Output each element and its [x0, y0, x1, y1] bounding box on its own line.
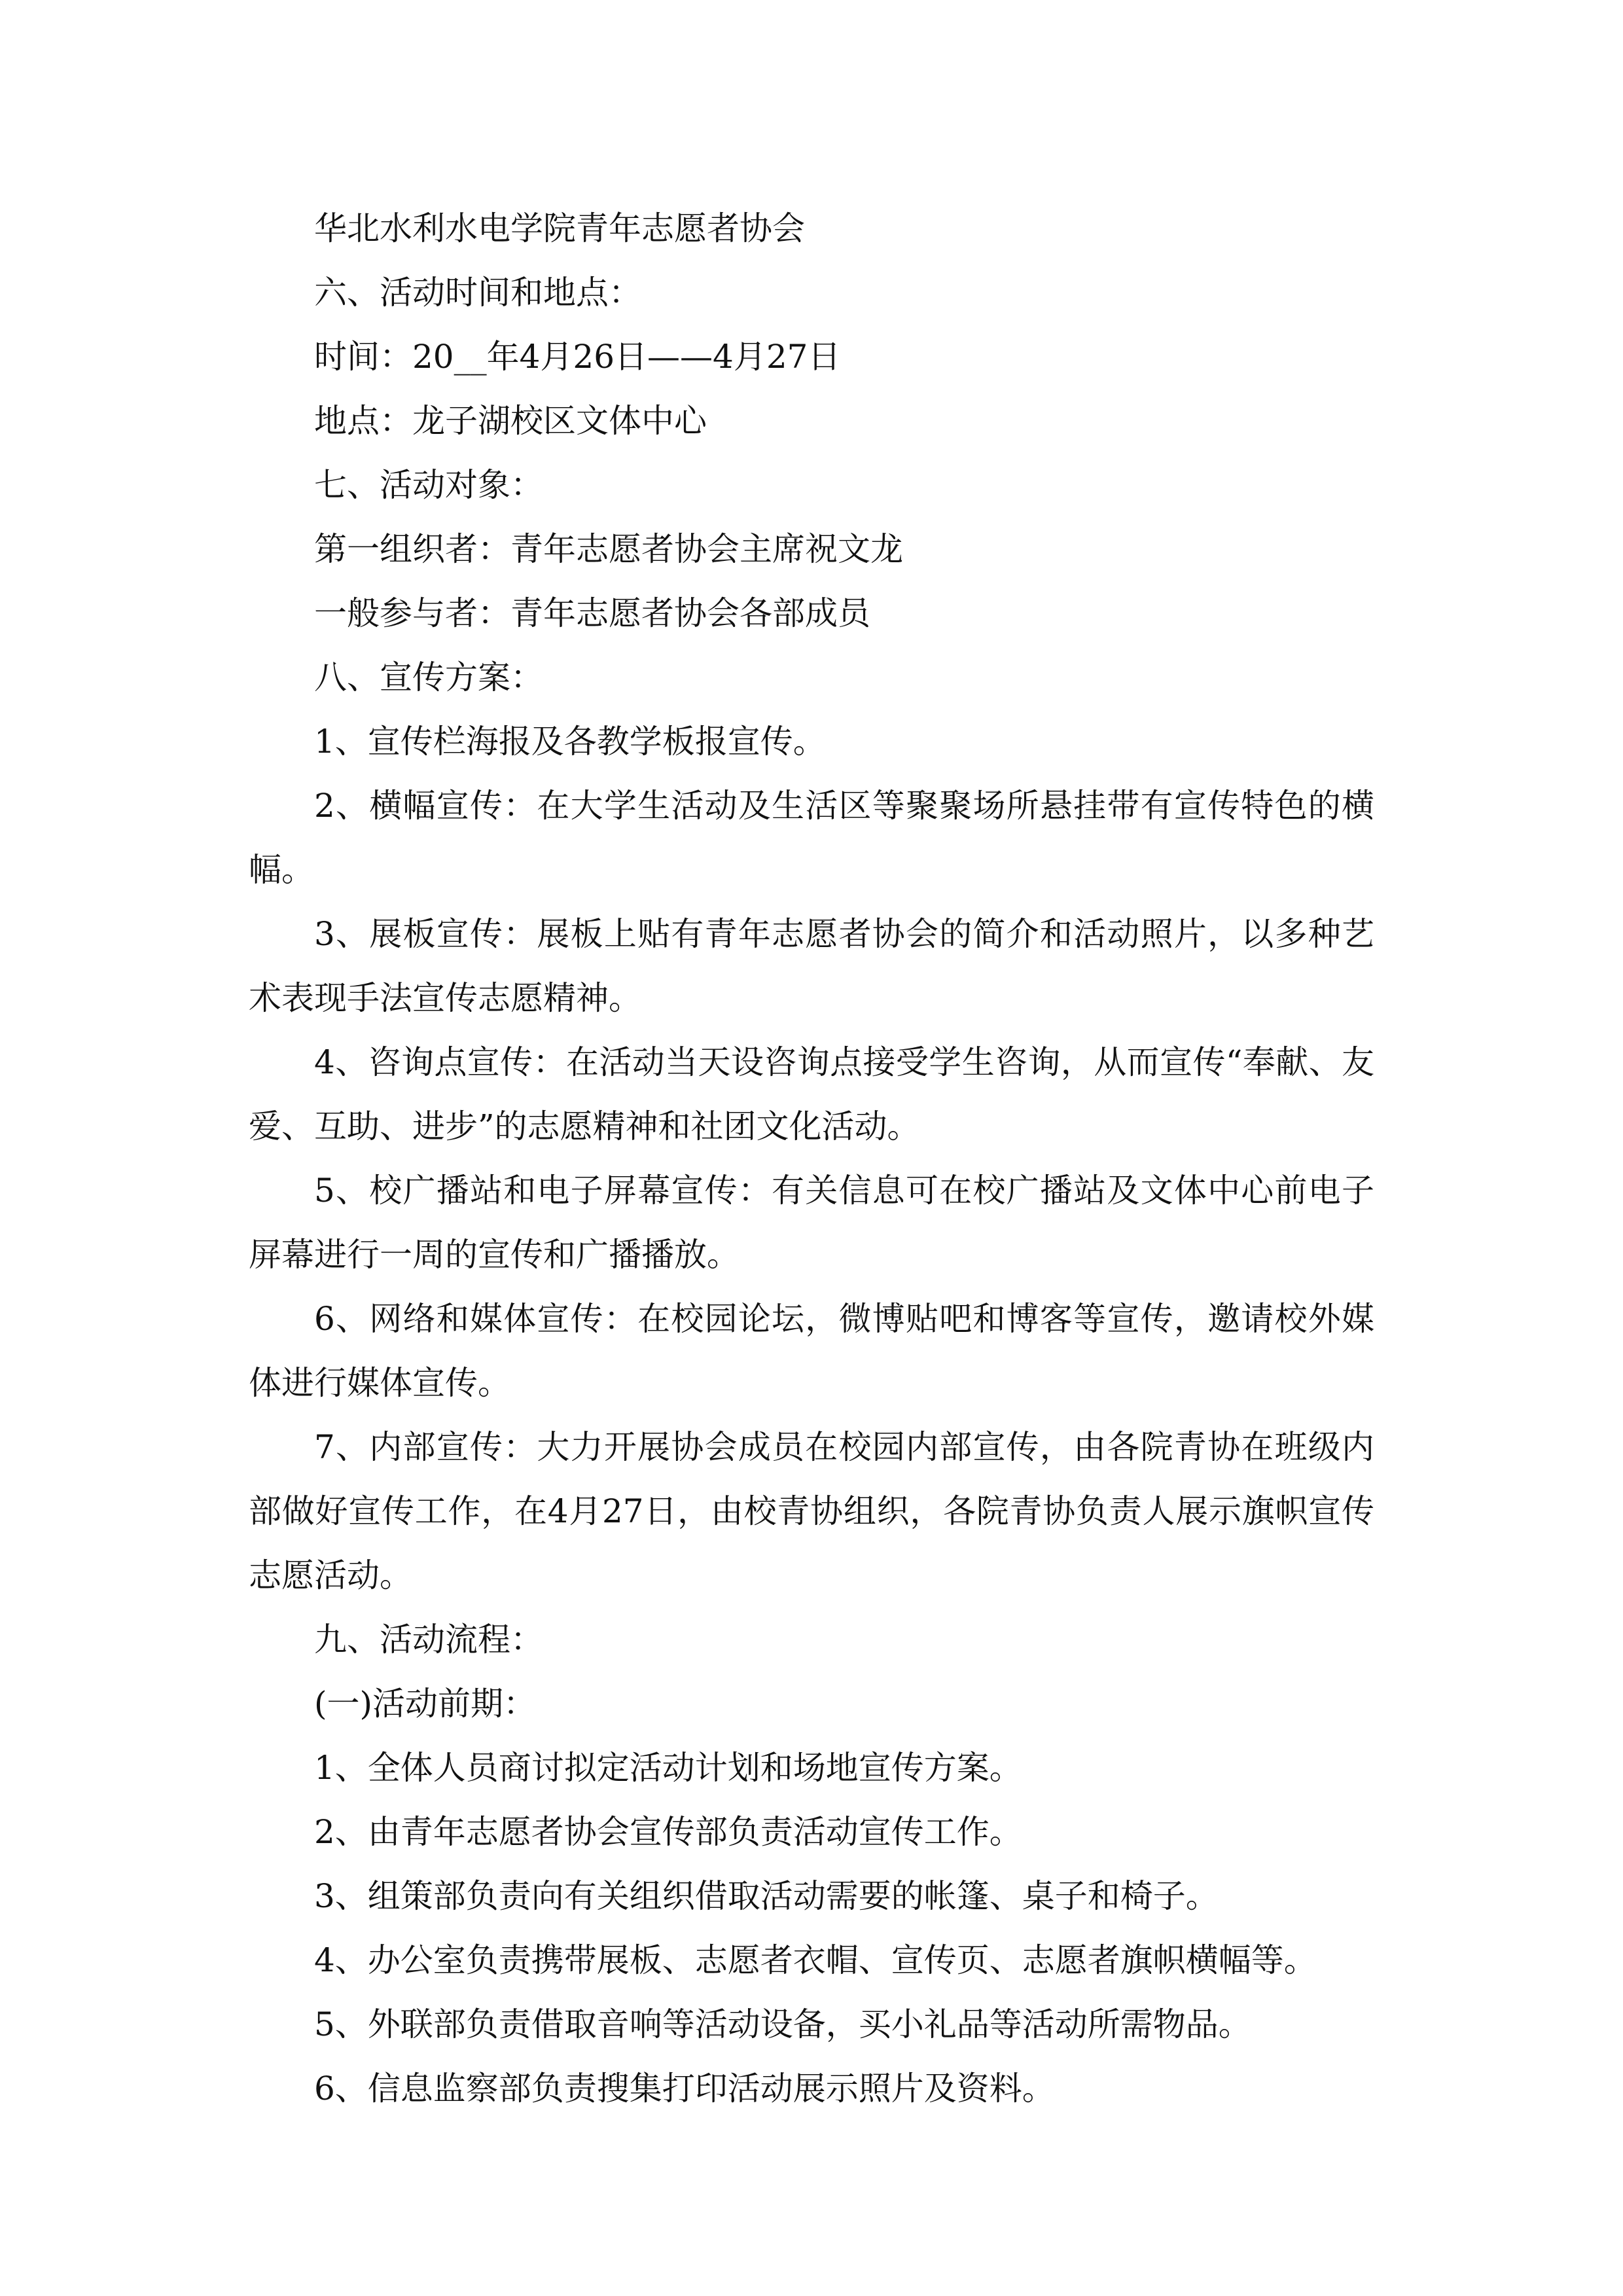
preparation-item-6: 6、信息监察部负责搜集打印活动展示照片及资料。: [314, 2070, 1055, 2108]
preparation-item-4: 4、办公室负责携带展板、志愿者衣帽、宣传页、志愿者旗帜横幅等。: [314, 1941, 1317, 1979]
document-body: [249, 196, 1374, 2121]
place-line: 地点：龙子湖校区文体中心: [314, 402, 707, 440]
publicity-item-1: 1、宣传栏海报及各教学板报宣传。: [314, 723, 826, 761]
section-heading-process: 九、活动流程：: [314, 1621, 543, 1659]
publicity-item-4: 4、咨询点宣传：在活动当天设咨询点接受学生咨询，从而宣传“奉献、友爱、互助、进步”的志愿精神和社团文化活动。: [249, 1043, 1374, 1145]
publicity-item-2: 2、横幅宣传：在大学生活动及生活区等聚聚场所悬挂带有宣传特色的横幅。: [249, 787, 1374, 889]
section-heading-participants: 七、活动对象：: [314, 466, 543, 504]
publicity-item-3: 3、展板宣传：展板上贴有青年志愿者协会的简介和活动照片，以多种艺术表现手法宣传志愿精神。: [249, 915, 1374, 1017]
preparation-item-5: 5、外联部负责借取音响等活动设备，买小礼品等活动所需物品。: [314, 2005, 1251, 2043]
publicity-item-5: 5、校广播站和电子屏幕宣传：有关信息可在校广播站及文体中心前电子屏幕进行一周的宣传和广播播放。: [249, 1172, 1374, 1274]
preparation-item-2: 2、由青年志愿者协会宣传部负责活动宣传工作。: [314, 1813, 1022, 1851]
publicity-item-7: 7、内部宣传：大力开展协会成员在校园内部宣传，由各院青协在班级内部做好宣传工作，在4月27日，由校青协组织，各院青协负责人展示旗帜宣传志愿活动。: [249, 1428, 1374, 1594]
subsection-heading-preparation: (一)活动前期：: [314, 1685, 537, 1723]
time-line: 时间：20__年4月26日——4月27日: [314, 338, 841, 376]
first-organizer-line: 第一组织者：青年志愿者协会主席祝文龙: [314, 530, 903, 568]
section-heading-time-place: 六、活动时间和地点：: [314, 274, 641, 312]
association-name-line: 华北水利水电学院青年志愿者协会: [314, 209, 805, 247]
preparation-item-1: 1、全体人员商讨拟定活动计划和场地宣传方案。: [314, 1749, 1022, 1787]
preparation-item-3: 3、组策部负责向有关组织借取活动需要的帐篷、桌子和椅子。: [314, 1877, 1219, 1915]
publicity-item-6: 6、网络和媒体宣传：在校园论坛，微博贴吧和博客等宣传，邀请校外媒体进行媒体宣传。: [249, 1300, 1374, 1402]
section-heading-publicity: 八、宣传方案：: [314, 658, 543, 696]
general-participants-line: 一般参与者：青年志愿者协会各部成员: [314, 594, 870, 632]
